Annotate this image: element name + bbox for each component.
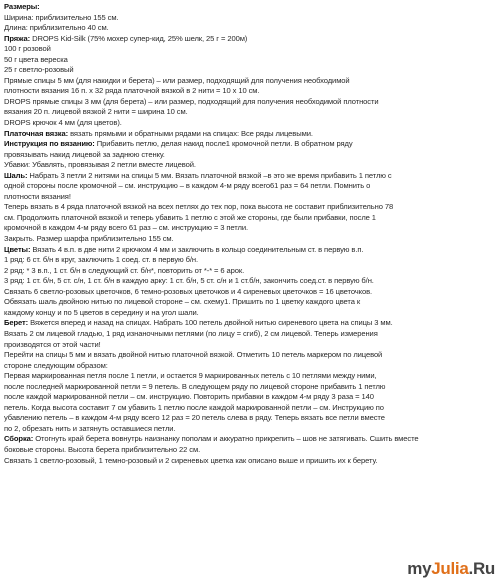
text-line bbox=[4, 445, 496, 456]
section-heading: Инструкция по вязанию: bbox=[4, 139, 95, 149]
text-line bbox=[4, 23, 496, 34]
line-text: Перейти на спицы 5 мм и вязать двойной нитью платочной вязкой. Отметить 10 петель маркером по лицевой bbox=[4, 350, 383, 360]
line-text: Вязать 2 см лицевой гладью, 1 ряд изнаночными петлями (по лицу = сгиб), 2 см лицевой. Теперь измерения bbox=[4, 328, 378, 338]
line-text: Связать 6 светло-розовых цветочков, 6 темно-розовых цветочков и 4 сиреневых цветочков = 16 цветочков. bbox=[4, 286, 373, 296]
line-text: кромочной в каждом 4-м ряду всего 61 раз – см. инструкцию = 3 петли. bbox=[4, 223, 248, 233]
watermark-part-ru: .Ru bbox=[468, 559, 495, 578]
line-text: DROPS Kid-Silk (75% мохер супер-кид, 25% шелк, 25 г = 200м) bbox=[30, 33, 248, 43]
section-heading: Сборка: bbox=[4, 434, 34, 444]
text-line bbox=[4, 107, 496, 118]
text-line bbox=[4, 245, 496, 256]
line-text: 25 г светло-розовый bbox=[4, 65, 74, 75]
line-text: Обвязать шаль двойною нитью по лицевой стороне – см. схему1. Пришить по 1 цветку каждого цвета к bbox=[4, 297, 361, 307]
text-line bbox=[4, 34, 496, 45]
line-text: боковые стороны. Высота берета приблизительно 22 см. bbox=[4, 444, 201, 454]
text-line bbox=[4, 55, 496, 66]
line-text: вязания 20 п. лицевой вязкой 2 нити = ширина 10 см. bbox=[4, 107, 188, 117]
pattern-document bbox=[4, 2, 496, 466]
line-text: Прямые спицы 5 мм (для накидки и берета) – или размер, подходящий для получения необходимой bbox=[4, 75, 350, 85]
text-line bbox=[4, 13, 496, 24]
line-text: вязать прямыми и обратными рядами на спицах: Все ряды лицевыми. bbox=[68, 128, 313, 138]
text-line bbox=[4, 65, 496, 76]
text-line bbox=[4, 371, 496, 382]
text-line bbox=[4, 76, 496, 87]
text-line bbox=[4, 129, 496, 140]
text-line bbox=[4, 234, 496, 245]
watermark-part-julia: Julia bbox=[431, 559, 469, 578]
line-text: DROPS прямые спицы 3 мм (для берета) – или размер, подходящий для получения необходимой плотности bbox=[4, 96, 379, 106]
line-text: Связать 1 светло-розовый, 1 темно-розовый и 2 сиреневых цветка как описано выше и пришить их к берету. bbox=[4, 455, 378, 465]
text-line bbox=[4, 118, 496, 129]
text-line bbox=[4, 434, 496, 445]
section-heading: Пряжа: bbox=[4, 33, 31, 43]
line-text: после каждой маркированной петли – см. инструкцию. Повторить прибавки в каждом 4-м ряду 3 раза = 140 bbox=[4, 392, 374, 402]
text-line bbox=[4, 287, 496, 298]
line-text: каждому концу и по 5 цветов в середину и на угол шали. bbox=[4, 307, 199, 317]
section-heading: Цветы: bbox=[4, 244, 31, 254]
line-text: стороне следующим образом: bbox=[4, 360, 108, 370]
line-text: после последней маркированной петли = 9 петель. В следующем ряду по лицевой стороне прибавить 1 петлю bbox=[4, 381, 386, 391]
watermark-logo bbox=[407, 559, 495, 579]
watermark-part-my: my bbox=[407, 559, 432, 578]
line-text: Теперь вязать в 4 ряда платочной вязкой на всех петлях до тех пор, пока высота не составит приблизительно 78 bbox=[4, 202, 394, 212]
text-line bbox=[4, 382, 496, 393]
text-line bbox=[4, 424, 496, 435]
text-line bbox=[4, 223, 496, 234]
text-line bbox=[4, 297, 496, 308]
section-heading: Шаль: bbox=[4, 170, 28, 180]
line-text: производятся от этой части! bbox=[4, 339, 101, 349]
text-line bbox=[4, 192, 496, 203]
text-line bbox=[4, 266, 496, 277]
text-line bbox=[4, 392, 496, 403]
line-text: одной стороны после кромочной – см. инструкцию – в каждом 4-м ряду всего61 раз = 64 петли. Помнить о bbox=[4, 181, 371, 191]
text-line bbox=[4, 361, 496, 372]
text-line bbox=[4, 86, 496, 97]
line-text: плотности вязания! bbox=[4, 191, 71, 201]
line-text: Ширина: приблизительно 155 см. bbox=[4, 12, 119, 22]
text-line bbox=[4, 44, 496, 55]
line-text: 3 ряд: 1 ст. б/н, 5 ст. с/н, 1 ст. б/н в каждую арку: 1 ст. б/н, 5 ст. с/н и 1 ст.б/н, закончить соед.ст. в первую б/н. bbox=[4, 276, 374, 286]
section-heading: Платочная вязка: bbox=[4, 128, 69, 138]
line-text: Первая маркированная петля после 1 петли, и остается 9 маркированных петель с 10 петлями между ними, bbox=[4, 371, 377, 381]
line-text: плотности вязания 16 п. х 32 ряда платочной вязкой в 2 нити = 10 х 10 см. bbox=[4, 86, 260, 96]
section-heading: Размеры: bbox=[4, 2, 40, 11]
line-text: Убавки: Убавлять, провязывая 2 петли вместе лицевой. bbox=[4, 160, 196, 170]
text-line bbox=[4, 171, 496, 182]
text-line bbox=[4, 329, 496, 340]
text-line bbox=[4, 97, 496, 108]
text-line bbox=[4, 150, 496, 161]
text-line bbox=[4, 276, 496, 287]
line-text: Отогнуть край берета вовнутрь наизнанку пополам и аккуратно прикрепить – шов не затягивать. Сшить вместе bbox=[33, 434, 419, 444]
text-line bbox=[4, 308, 496, 319]
line-text: провязывать накид лицевой за заднюю стенку. bbox=[4, 149, 165, 159]
text-line bbox=[4, 202, 496, 213]
text-line bbox=[4, 255, 496, 266]
line-text: 100 г розовой bbox=[4, 44, 51, 54]
line-text: Прибавить петлю, делая накид после1 кромочной петли. В обратном ряду bbox=[94, 139, 353, 149]
line-text: 1 ряд: 6 ст. б/н в круг, заключить 1 соед. ст. в первую б/н. bbox=[4, 255, 198, 265]
line-text: 2 ряд: * 3 в.п., 1 ст. б/н в следующий ст. б/н*, повторить от *-* = 6 арок. bbox=[4, 265, 245, 275]
text-line bbox=[4, 213, 496, 224]
text-line bbox=[4, 160, 496, 171]
line-text: Вяжется вперед и назад на спицах. Набрать 100 петель двойной нитью сиреневого цвета на спицы 3 мм. bbox=[28, 318, 393, 328]
text-line bbox=[4, 2, 496, 13]
line-text: Набрать 3 петли 2 нитями на спицы 5 мм. Вязать платочной вязкой –в это же время прибавить 1 петлю с bbox=[27, 170, 392, 180]
text-line bbox=[4, 181, 496, 192]
line-text: Закрыть. Размер шарфа приблизительно 155 см. bbox=[4, 234, 174, 244]
text-line bbox=[4, 456, 496, 467]
text-line bbox=[4, 318, 496, 329]
text-line bbox=[4, 403, 496, 414]
line-text: DROPS крючок 4 мм (для цветов). bbox=[4, 118, 122, 128]
line-text: см. Продолжить платочной вязкой и теперь убавить 1 петлю с этой же стороны, где были прибавки, после 1 bbox=[4, 212, 376, 222]
line-text: убавлению петель – в каждом 4-м ряду всего 12 раз = 20 петель слева в ряду. Теперь вязать все петли вместе bbox=[4, 413, 385, 423]
line-text: Длина: приблизительно 40 см. bbox=[4, 23, 109, 33]
line-text: 50 г цвета вереска bbox=[4, 54, 68, 64]
section-heading: Берет: bbox=[4, 318, 29, 328]
text-line bbox=[4, 340, 496, 351]
line-text: петель. Когда высота составит 7 см убавить 1 петлю после каждой маркированной петли – см. Инструкцию по bbox=[4, 402, 384, 412]
text-line bbox=[4, 413, 496, 424]
line-text: Вязать 4 в.п. в две нити 2 крючком 4 мм и заключить в кольцо соединительным ст. в первую в.п. bbox=[30, 244, 364, 254]
text-line bbox=[4, 350, 496, 361]
text-line bbox=[4, 139, 496, 150]
line-text: по 2, обрезать нить и затянуть оставшиеся петли. bbox=[4, 423, 176, 433]
